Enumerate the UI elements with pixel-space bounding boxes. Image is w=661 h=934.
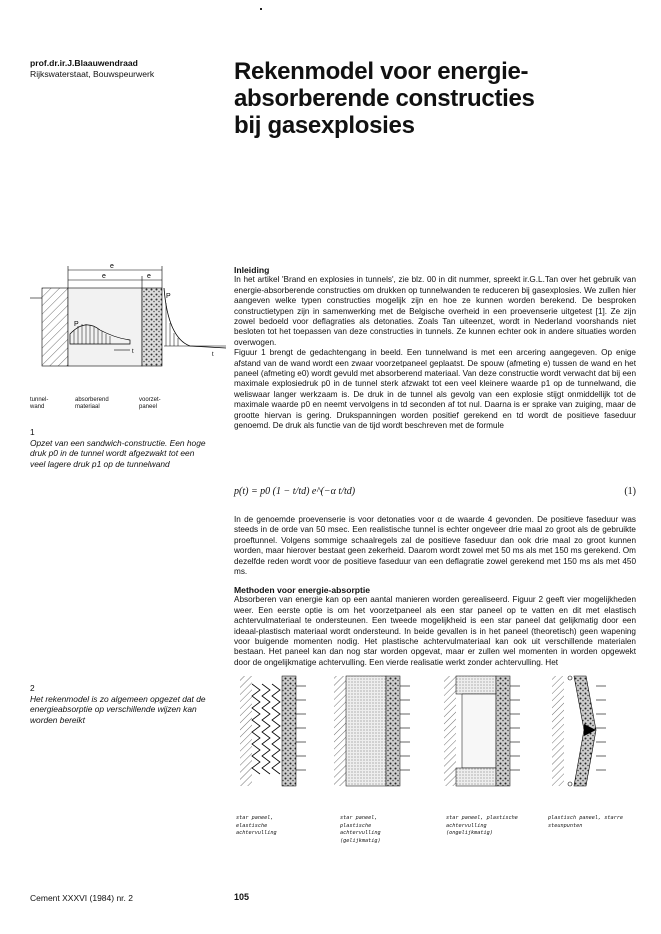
title-line-2: absorberende constructies bbox=[234, 85, 535, 112]
figure-2-number: 2 bbox=[30, 683, 35, 693]
fig2-panel-plastic-uniform bbox=[334, 676, 410, 786]
heading-inleiding: Inleiding bbox=[234, 265, 270, 275]
fig2-label-3: star paneel, plastische achtervulling (ongelijkmatig) bbox=[446, 815, 518, 836]
dim-e1-label: e bbox=[110, 263, 114, 270]
dim-e0-label: e bbox=[147, 273, 151, 280]
fig2-panel-plastic-hinge bbox=[552, 676, 606, 786]
label-tunnelwand: tunnel- wand bbox=[30, 397, 49, 410]
formula-expression: p(t) = p0 (1 − t/td) e^(−α t/td) bbox=[234, 486, 356, 497]
formula-number: (1) bbox=[624, 486, 636, 497]
title-line-3: bij gasexplosies bbox=[234, 112, 415, 139]
figure-2-caption-text: Het rekenmodel is zo algemeen opgezet dat de energieabsorptie op verschillende wijzen kan worden bereikt bbox=[30, 693, 206, 725]
fig2-label-4: plastisch paneel, starre steunpunten bbox=[548, 815, 623, 829]
heading-methoden: Methoden voor energie-absorptie bbox=[234, 585, 371, 595]
t-arrow-label-1: t bbox=[132, 349, 134, 355]
figure-1-diagram bbox=[30, 258, 230, 398]
figure-1-caption-text: Opzet van een sandwich-constructie. Een hoge druk p0 in de tunnel wordt afgezwakt tot een veel lagere druk p1 op de tunnelwand bbox=[30, 437, 206, 469]
author-affiliation: Rijkswaterstaat, Bouwspeurwerk bbox=[30, 69, 155, 79]
dim-e-label: e bbox=[102, 273, 106, 280]
author-name: prof.dr.ir.J.Blaauwendraad bbox=[30, 58, 138, 68]
figure-1-caption bbox=[30, 427, 210, 469]
figure-2-caption bbox=[30, 683, 210, 725]
p0-label: P bbox=[166, 293, 171, 300]
section-methoden bbox=[234, 585, 636, 668]
section-inleiding bbox=[234, 265, 636, 432]
p1-label: P bbox=[74, 321, 79, 328]
scan-speck bbox=[260, 8, 262, 10]
paragraph-methoden-1: Absorberen van energie kan op een aantal manieren worden gerealiseerd. Figuur 2 geeft vier mogelijkheden weer. Een eerste optie is om het voorzetpaneel als een star paneel op te vatten en dit met elastisch achtervulmateriaal te ondersteunen. Een tweede mogelijkheid is een star paneel dat gelijkmatig door een ideaal-plastisch materiaal wordt ondersteund. In beide gevallen is in het paneel (theoretisch) geen wapening voor buigende momenten nodig. Het plastische achtervulmateriaal kan ook uit verschillende materialen bestaan. Het paneel kan dan nog star worden opgevat, maar er zullen wel momenten in worden opgewekt door de ongelijkmatige achtervulling. Een vierde realisatie werkt zonder achtervulling. Het bbox=[234, 595, 636, 667]
paragraph-inleiding-3: In de genoemde proevenserie is voor detonaties voor α de waarde 4 gevonden. De positieve faseduur was steeds in de orde van 50 msec. Een realistische tunnel is echter ongeveer drie maal zo groot als de gebruikte proeftunnel. Volgens sommige schaalregels zal de positieve faseduur dan ook drie maal zo groot kunnen worden, maar hierover bestaat geen zekerheid. Daarom wordt zowel met 50 ms als met 150 ms gerekend. Om dezelfde reden wordt voor de positieve faseduur van een deflagratie zowel gerekend met 150 ms als met 450 ms. bbox=[234, 515, 636, 577]
article-title bbox=[234, 58, 535, 139]
label-voorzetpaneel: voorzet- paneel bbox=[139, 397, 161, 410]
fig2-panel-elastic bbox=[240, 676, 306, 786]
figure-1-number: 1 bbox=[30, 427, 35, 437]
paragraph-inleiding-1: In het artikel 'Brand en explosies in tunnels', zie blz. 00 in dit nummer, spreekt ir.G.L.Tan over het gebruik van energie-absorberende constructies om drukken op tunnelwanden te reduceren bij gasexplosies. We zullen hier aangeven welke typen constructies mogelijk zijn en hoe ze kunnen worden berekend. De besproken constructietypen zijn in samenwerking met de Belgische overheid in een proevenserie uitgetest [1]. Ze zijn zowel bedoeld voor deflagraties als detonaties. Zoals Tan uiteenzet, wordt in Nederland voorshands niet besloten tot het toepassen van deze constructies in tunnels. Ze kunnen echter ook in andere situaties worden overwogen. bbox=[234, 275, 636, 347]
formula-1 bbox=[234, 486, 636, 497]
title-line-1: Rekenmodel voor energie- bbox=[234, 58, 529, 85]
figure-2-diagram bbox=[234, 672, 644, 812]
label-absorberend: absorberend materiaal bbox=[75, 397, 109, 410]
fig2-label-2: star paneel, plastische achtervulling (gelijkmatig) bbox=[340, 815, 381, 844]
page-number: 105 bbox=[234, 892, 250, 902]
author-block bbox=[30, 58, 154, 80]
journal-reference: Cement XXXVI (1984) nr. 2 bbox=[30, 893, 133, 903]
fig2-panel-plastic-nonuniform bbox=[444, 676, 520, 786]
paragraph-inleiding-2: Figuur 1 brengt de gedachtengang in beeld. Een tunnelwand is met een arcering aangegeven. Op enige afstand van de wand wordt een zwaar voorzetpaneel geplaatst. De spouw (afmeting e) tussen de wand en het paneel (afmeting e0) wordt gevuld met absorberend materiaal. Van deze constructie wordt verwacht dat bij een maximale explosiedruk p0 in de tunnel sterk afzwakt tot een veel kleinere waarde p1 op de tunnelwand, die weliswaar langer werkzaam is. De druk in de tunnel als gevolg van een explosie stijgt onmiddellijk tot de maximale waarde p0 en neemt vervolgens in td seconden af tot nul. Daarna is er sprake van zuiging, maar de grootte hiervan is gering. Drukspanningen worden positief gerekend en td wordt de positieve faseduur genoemd. De druk als functie van de tijd wordt beschreven met de formule bbox=[234, 348, 636, 431]
fig2-label-1: star paneel, elastische achtervulling bbox=[236, 815, 277, 836]
t-arrow-label-2: t bbox=[212, 352, 214, 358]
